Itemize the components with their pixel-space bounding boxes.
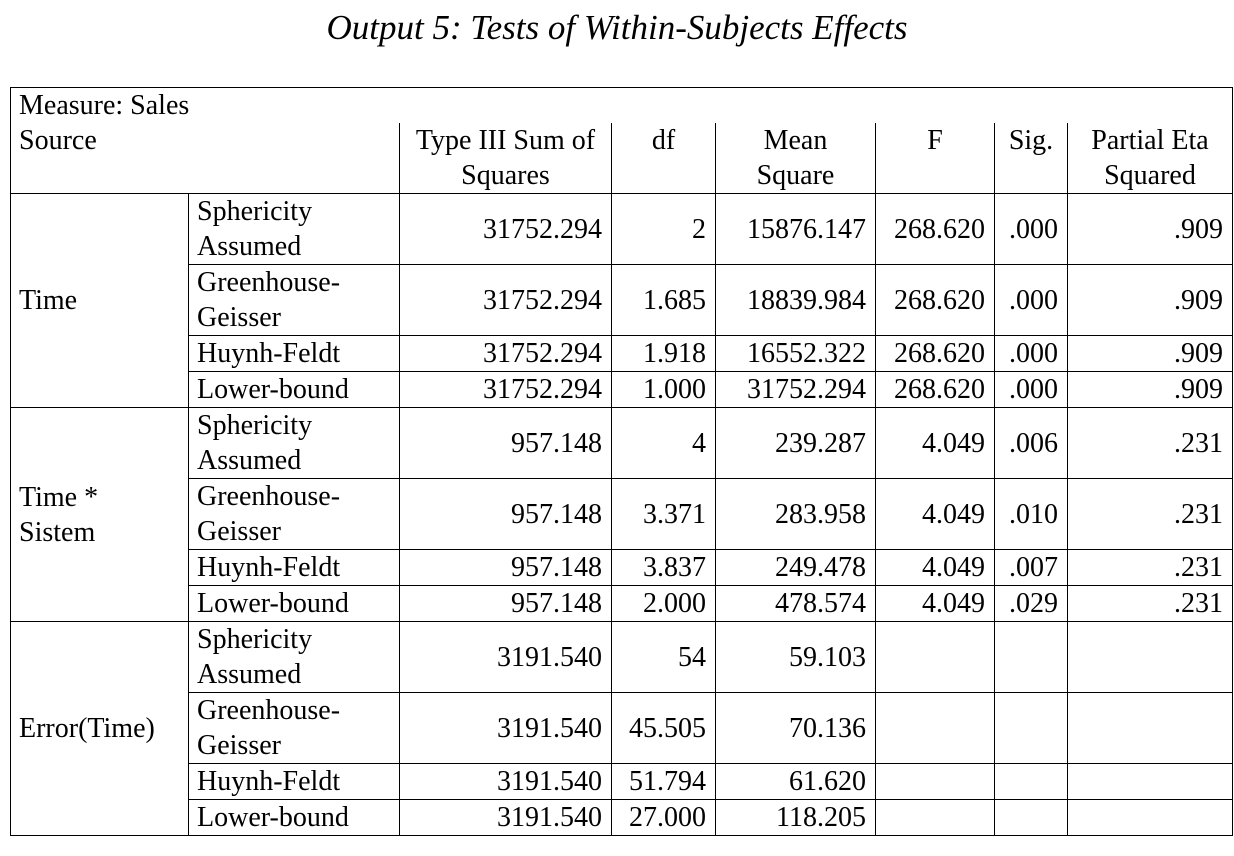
correction-cell: Huynh-Feldt <box>189 336 400 372</box>
f-value-cell <box>876 764 995 800</box>
correction-cell: Huynh-Feldt <box>189 764 400 800</box>
header-df: df <box>612 123 716 194</box>
f-value-cell: 268.620 <box>876 265 995 336</box>
f-value-cell <box>876 693 995 764</box>
table-caption: Output 5: Tests of Within-Subjects Effects <box>326 8 908 47</box>
mean-square-cell: 16552.322 <box>716 336 876 372</box>
table-row <box>11 408 1233 479</box>
df-cell: 51.794 <box>612 764 716 800</box>
table-row <box>11 479 1233 550</box>
df-cell: 45.505 <box>612 693 716 764</box>
significance-cell <box>995 800 1068 836</box>
correction-cell: Greenhouse-Geisser <box>189 265 400 336</box>
partial-eta-squared-cell: .231 <box>1068 479 1233 550</box>
significance-cell: .000 <box>995 372 1068 408</box>
partial-eta-squared-cell: .909 <box>1068 372 1233 408</box>
mean-square-cell: 283.958 <box>716 479 876 550</box>
partial-eta-squared-cell: .231 <box>1068 586 1233 622</box>
f-value-cell: 4.049 <box>876 479 995 550</box>
correction-cell: Huynh-Feldt <box>189 550 400 586</box>
significance-cell: .010 <box>995 479 1068 550</box>
header-source: Source <box>11 123 400 194</box>
df-cell: 3.371 <box>612 479 716 550</box>
df-cell: 54 <box>612 622 716 693</box>
table-row <box>11 372 1233 408</box>
mean-square-cell: 239.287 <box>716 408 876 479</box>
f-value-cell: 4.049 <box>876 408 995 479</box>
mean-square-cell: 18839.984 <box>716 265 876 336</box>
df-cell: 4 <box>612 408 716 479</box>
table-row <box>11 194 1233 265</box>
table-row <box>11 800 1233 836</box>
mean-square-cell: 15876.147 <box>716 194 876 265</box>
correction-cell: Greenhouse-Geisser <box>189 479 400 550</box>
correction-cell: Lower-bound <box>189 586 400 622</box>
f-value-cell: 4.049 <box>876 550 995 586</box>
partial-eta-squared-cell: .909 <box>1068 194 1233 265</box>
df-cell: 1.685 <box>612 265 716 336</box>
header-partial-eta-squared: Partial Eta Squared <box>1068 123 1233 194</box>
partial-eta-squared-cell <box>1068 764 1233 800</box>
table-row <box>11 764 1233 800</box>
partial-eta-squared-cell: .231 <box>1068 408 1233 479</box>
table-row <box>11 693 1233 764</box>
mean-square-cell: 31752.294 <box>716 372 876 408</box>
f-value-cell: 268.620 <box>876 194 995 265</box>
sum-of-squares-cell: 31752.294 <box>400 194 612 265</box>
sum-of-squares-cell: 31752.294 <box>400 336 612 372</box>
partial-eta-squared-cell: .909 <box>1068 265 1233 336</box>
sum-of-squares-cell: 957.148 <box>400 586 612 622</box>
sum-of-squares-cell: 3191.540 <box>400 622 612 693</box>
sum-of-squares-cell: 957.148 <box>400 479 612 550</box>
sum-of-squares-cell: 3191.540 <box>400 764 612 800</box>
significance-cell: .006 <box>995 408 1068 479</box>
f-value-cell: 268.620 <box>876 336 995 372</box>
significance-cell: .007 <box>995 550 1068 586</box>
correction-cell: Sphericity Assumed <box>189 622 400 693</box>
mean-square-cell: 70.136 <box>716 693 876 764</box>
header-f: F <box>876 123 995 194</box>
correction-cell: Sphericity Assumed <box>189 408 400 479</box>
measure-label: Measure: Sales <box>11 88 1233 124</box>
header-sig: Sig. <box>995 123 1068 194</box>
df-cell: 2 <box>612 194 716 265</box>
significance-cell: .000 <box>995 265 1068 336</box>
df-cell: 2.000 <box>612 586 716 622</box>
partial-eta-squared-cell <box>1068 693 1233 764</box>
correction-cell: Greenhouse-Geisser <box>189 693 400 764</box>
df-cell: 1.918 <box>612 336 716 372</box>
mean-square-cell: 249.478 <box>716 550 876 586</box>
significance-cell: .000 <box>995 336 1068 372</box>
significance-cell <box>995 764 1068 800</box>
sum-of-squares-cell: 3191.540 <box>400 800 612 836</box>
df-cell: 3.837 <box>612 550 716 586</box>
sum-of-squares-cell: 957.148 <box>400 550 612 586</box>
table-row <box>11 586 1233 622</box>
partial-eta-squared-cell <box>1068 622 1233 693</box>
f-value-cell: 4.049 <box>876 586 995 622</box>
df-cell: 1.000 <box>612 372 716 408</box>
mean-square-cell: 59.103 <box>716 622 876 693</box>
significance-cell: .029 <box>995 586 1068 622</box>
partial-eta-squared-cell: .909 <box>1068 336 1233 372</box>
header-mean-square: Mean Square <box>716 123 876 194</box>
table-row <box>11 336 1233 372</box>
source-cell: Error(Time) <box>11 622 189 836</box>
sum-of-squares-cell: 31752.294 <box>400 265 612 336</box>
source-cell: Time <box>11 194 189 408</box>
f-value-cell <box>876 800 995 836</box>
correction-cell: Lower-bound <box>189 372 400 408</box>
f-value-cell: 268.620 <box>876 372 995 408</box>
partial-eta-squared-cell: .231 <box>1068 550 1233 586</box>
significance-cell: .000 <box>995 194 1068 265</box>
mean-square-cell: 118.205 <box>716 800 876 836</box>
source-cell: Time * Sistem <box>11 408 189 622</box>
correction-cell: Sphericity Assumed <box>189 194 400 265</box>
significance-cell <box>995 693 1068 764</box>
f-value-cell <box>876 622 995 693</box>
header-sum-of-squares: Type III Sum of Squares <box>400 123 612 194</box>
header-row <box>11 123 1233 194</box>
sum-of-squares-cell: 957.148 <box>400 408 612 479</box>
partial-eta-squared-cell <box>1068 800 1233 836</box>
within-subjects-effects-table <box>10 87 1233 836</box>
table-row <box>11 550 1233 586</box>
mean-square-cell: 478.574 <box>716 586 876 622</box>
correction-cell: Lower-bound <box>189 800 400 836</box>
table-row <box>11 265 1233 336</box>
df-cell: 27.000 <box>612 800 716 836</box>
sum-of-squares-cell: 31752.294 <box>400 372 612 408</box>
sum-of-squares-cell: 3191.540 <box>400 693 612 764</box>
mean-square-cell: 61.620 <box>716 764 876 800</box>
significance-cell <box>995 622 1068 693</box>
table-row <box>11 622 1233 693</box>
